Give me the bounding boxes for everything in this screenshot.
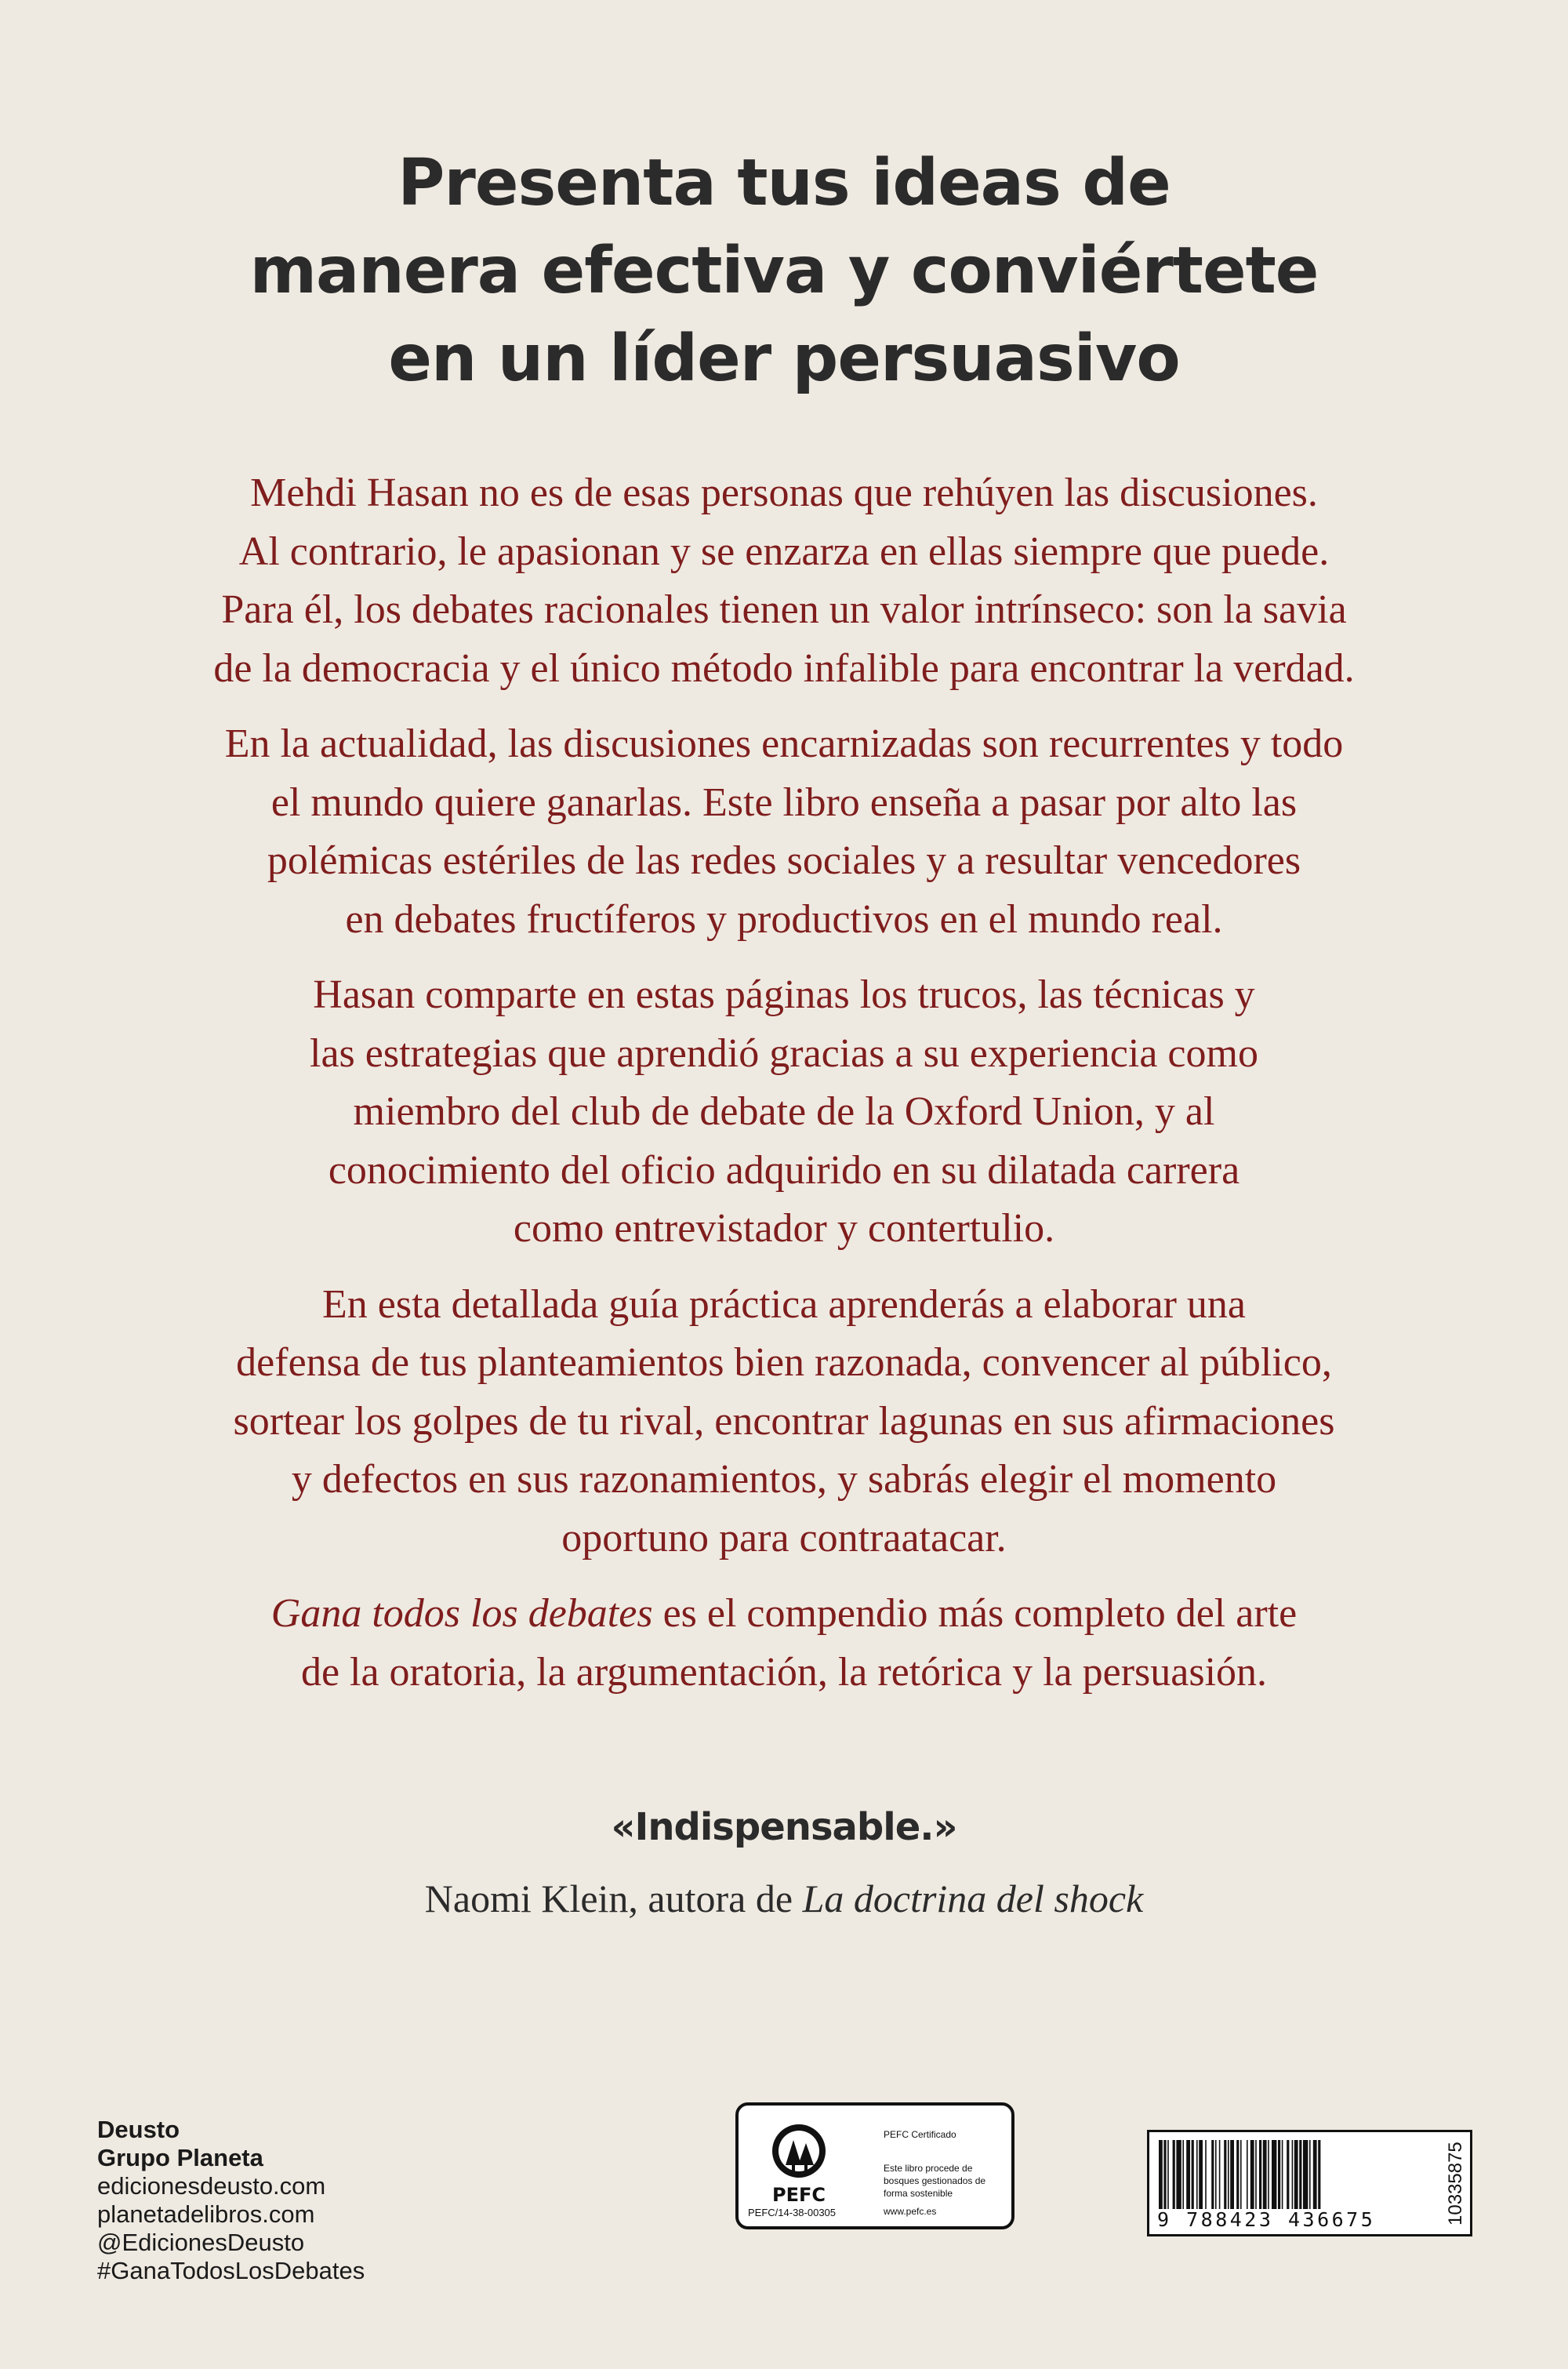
paragraph-4 bbox=[0, 1276, 1568, 1568]
text-line: miembro del club de debate de la Oxford Union, y al bbox=[353, 1089, 1215, 1134]
barcode-bar bbox=[1278, 2140, 1280, 2209]
text-line: las estrategias que aprendió gracias a su experiencia como bbox=[310, 1030, 1258, 1076]
publisher-link: #GanaTodosLosDebates bbox=[97, 2257, 365, 2284]
barcode-bars bbox=[1159, 2140, 1433, 2209]
pefc-description: Este libro procede de bosques gestionados de forma sostenible bbox=[884, 2163, 986, 2199]
publisher-link: planetadelibros.com bbox=[97, 2200, 315, 2228]
paragraph-5 bbox=[0, 1585, 1568, 1702]
barcode-bar bbox=[1247, 2140, 1248, 2209]
barcode-bar bbox=[1318, 2140, 1320, 2209]
barcode-bar bbox=[1192, 2140, 1194, 2209]
text-line: de la democracia y el único método infalible para encontrar la verdad. bbox=[213, 645, 1355, 691]
text-line: sortear los golpes de tu rival, encontrar lagunas en sus afirmaciones bbox=[233, 1398, 1335, 1444]
pefc-certification-badge bbox=[735, 2102, 1014, 2229]
barcode-bar bbox=[1282, 2140, 1283, 2209]
barcode-bar bbox=[1240, 2140, 1242, 2209]
text-line: en debates fructíferos y productivos en el mundo real. bbox=[345, 896, 1223, 942]
paragraph-1 bbox=[0, 464, 1568, 698]
barcode-bar bbox=[1287, 2140, 1289, 2209]
text-line: oportuno para contraatacar. bbox=[561, 1515, 1007, 1561]
barcode-bar bbox=[1173, 2140, 1175, 2209]
blurb-attribution bbox=[0, 1876, 1568, 1921]
headline-line: manera efectiva y conviértete bbox=[249, 234, 1319, 308]
text-line: Para él, los debates racionales tienen un valor intrínseco: son la savia bbox=[221, 587, 1347, 632]
internal-code: 10335875 bbox=[1445, 2142, 1466, 2226]
barcode-bar bbox=[1272, 2140, 1276, 2209]
barcode-bar bbox=[1211, 2140, 1214, 2209]
barcode-bar bbox=[1186, 2140, 1190, 2209]
barcode-bar bbox=[1299, 2140, 1301, 2209]
barcode-bar bbox=[1205, 2140, 1207, 2209]
barcode-bar bbox=[1199, 2140, 1203, 2209]
attribution-book: La doctrina del shock bbox=[802, 1877, 1144, 1920]
barcode-bar bbox=[1219, 2140, 1221, 2209]
pefc-logo-icon bbox=[756, 2120, 842, 2206]
barcode-bar bbox=[1196, 2140, 1198, 2209]
paragraph-2 bbox=[0, 715, 1568, 949]
barcode-bar bbox=[1230, 2140, 1234, 2209]
barcode-bar bbox=[1255, 2140, 1257, 2209]
text-line: Hasan comparte en estas páginas los trucos, las técnicas y bbox=[313, 972, 1255, 1017]
text-line: como entrevistador y contertulio. bbox=[513, 1206, 1055, 1251]
book-title: Gana todos los debates bbox=[270, 1591, 653, 1636]
synopsis bbox=[0, 464, 1568, 1719]
pefc-url: www.pefc.es bbox=[884, 2206, 937, 2217]
barcode-bar bbox=[1167, 2140, 1169, 2209]
pefc-code: PEFC/14-38-00305 bbox=[748, 2207, 837, 2218]
attribution-text: Naomi Klein, autora de bbox=[424, 1877, 803, 1920]
text-fragment: es el compendio más completo del arte bbox=[652, 1591, 1298, 1636]
isbn-digits: 9 788423 436675 bbox=[1157, 2208, 1376, 2231]
barcode-bar bbox=[1259, 2140, 1261, 2209]
barcode-bar bbox=[1292, 2140, 1294, 2209]
barcode-bar bbox=[1236, 2140, 1239, 2209]
blurb-quote: «Indispensable.» bbox=[611, 1805, 957, 1849]
publisher-name: Deusto bbox=[97, 2116, 180, 2143]
text-line: el mundo quiere ganarlas. Este libro enseña a pasar por alto las bbox=[270, 779, 1298, 825]
barcode-bar bbox=[1224, 2140, 1226, 2209]
publisher-group: Grupo Planeta bbox=[97, 2144, 263, 2171]
barcode-bar bbox=[1250, 2140, 1254, 2209]
text-line: polémicas estériles de las redes sociales y a resultar vencedores bbox=[267, 838, 1301, 883]
barcode-bar bbox=[1268, 2140, 1269, 2209]
pefc-certified: PEFC Certificado bbox=[884, 2129, 956, 2140]
publisher-info bbox=[97, 2116, 365, 2285]
publisher-link: @EdicionesDeusto bbox=[97, 2229, 305, 2256]
text-line bbox=[0, 1585, 1568, 1644]
text-line: Al contrario, le apasionan y se enzarza en ellas siempre que puede. bbox=[238, 529, 1330, 574]
pefc-logo-text: PEFC bbox=[772, 2184, 826, 2206]
text-line: conocimiento del oficio adquirido en su dilatada carrera bbox=[328, 1147, 1240, 1193]
headline bbox=[0, 140, 1568, 403]
text-line: En la actualidad, las discusiones encarnizadas son recurrentes y todo bbox=[224, 721, 1344, 766]
text-line: defensa de tus planteamientos bien razonada, convencer al público, bbox=[236, 1340, 1332, 1385]
publisher-link: edicionesdeusto.com bbox=[97, 2172, 326, 2200]
barcode bbox=[1147, 2130, 1472, 2236]
text-line: y defectos en sus razonamientos, y sabrás elegir el momento bbox=[291, 1457, 1277, 1502]
text-line: de la oratoria, la argumentación, la retórica y la persuasión. bbox=[300, 1649, 1268, 1695]
headline-line: en un líder persuasivo bbox=[388, 322, 1180, 396]
barcode-bar bbox=[1176, 2140, 1181, 2209]
barcode-bar bbox=[1215, 2140, 1217, 2209]
barcode-bar bbox=[1303, 2140, 1308, 2209]
barcode-bar bbox=[1313, 2140, 1317, 2209]
barcode-bar bbox=[1159, 2140, 1163, 2209]
barcode-bar bbox=[1228, 2140, 1229, 2209]
barcode-bar bbox=[1182, 2140, 1184, 2209]
barcode-bar bbox=[1263, 2140, 1267, 2209]
text-line: Mehdi Hasan no es de esas personas que rehúyen las discusiones. bbox=[250, 471, 1318, 515]
barcode-bar bbox=[1309, 2140, 1311, 2209]
headline-line: Presenta tus ideas de bbox=[397, 146, 1171, 220]
paragraph-3 bbox=[0, 966, 1568, 1259]
barcode-bar bbox=[1294, 2140, 1298, 2209]
barcode-bar bbox=[1163, 2140, 1166, 2209]
text-line: En esta detallada guía práctica aprenderás a elaborar una bbox=[322, 1281, 1246, 1327]
